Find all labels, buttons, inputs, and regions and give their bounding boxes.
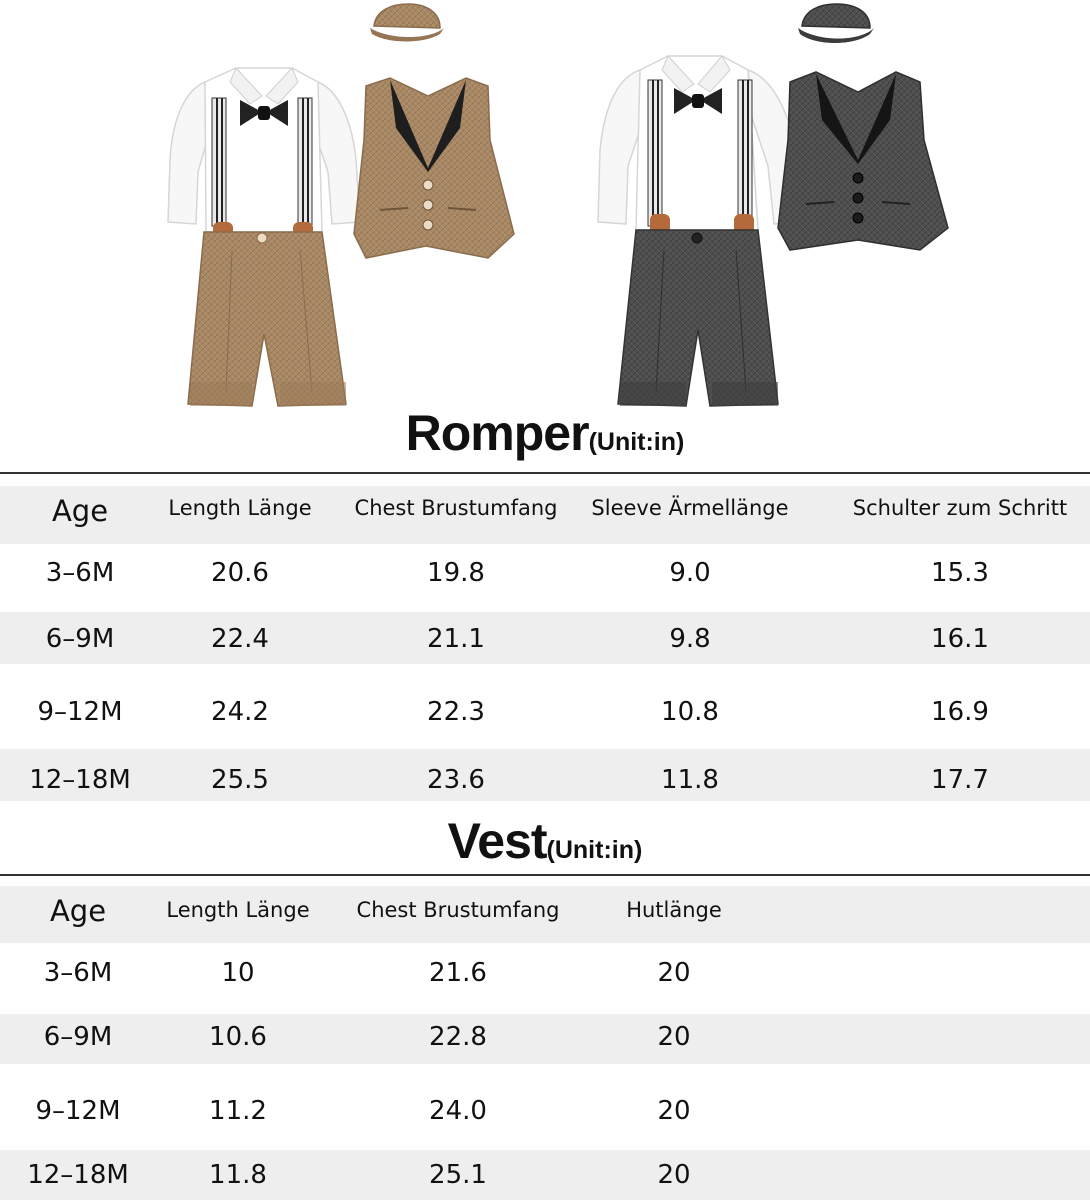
vest-title-text: Vest xyxy=(447,813,547,869)
vest-table-cell: 11.8 xyxy=(209,1160,267,1190)
romper-table-cell: 9.8 xyxy=(669,624,711,654)
product-photo xyxy=(0,0,1090,412)
grey-flat-cap xyxy=(798,4,874,43)
romper-row-band xyxy=(0,749,1090,801)
vest-table-cell: 24.0 xyxy=(429,1096,487,1126)
romper-table-cell: 21.1 xyxy=(427,624,485,654)
romper-row-age: 6–9M xyxy=(45,624,115,654)
romper-table-cell: 16.9 xyxy=(931,697,989,727)
romper-table-cell: 23.6 xyxy=(427,765,485,795)
vest-table-cell: 22.8 xyxy=(429,1022,487,1052)
romper-table-cell: 20.6 xyxy=(211,558,269,588)
vest-column-header: Length Länge xyxy=(166,898,310,922)
romper-row-age: 9–12M xyxy=(37,697,123,727)
romper-column-header: Sleeve Ärmellänge xyxy=(591,496,789,520)
vest-unit: (Unit:in) xyxy=(546,836,643,864)
vest-row-age: 6–9M xyxy=(43,1022,113,1052)
romper-column-header: Chest Brustumfang xyxy=(354,496,558,520)
vest-row-age: 3–6M xyxy=(43,958,113,988)
vest-table-cell: 20 xyxy=(657,958,691,988)
romper-row-band xyxy=(0,612,1090,664)
romper-row-age: 12–18M xyxy=(29,765,131,795)
romper-table-cell: 16.1 xyxy=(931,624,989,654)
vest-divider xyxy=(0,874,1090,876)
romper-table-cell: 17.7 xyxy=(931,765,989,795)
romper-table-cell: 24.2 xyxy=(211,697,269,727)
romper-unit: (Unit:in) xyxy=(588,428,685,456)
tan-romper xyxy=(168,68,360,406)
vest-row-age: 9–12M xyxy=(35,1096,121,1126)
vest-column-header: Age xyxy=(49,894,107,928)
vest-row-age: 12–18M xyxy=(27,1160,129,1190)
romper-title-text: Romper xyxy=(405,405,589,461)
romper-column-header: Schulter zum Schritt xyxy=(852,496,1068,520)
vest-title xyxy=(0,812,1090,870)
vest-column-header: Hutlänge xyxy=(626,898,722,922)
vest-table-cell: 10.6 xyxy=(209,1022,267,1052)
romper-table-cell: 10.8 xyxy=(661,697,719,727)
romper-table-cell: 15.3 xyxy=(931,558,989,588)
tan-flat-cap xyxy=(370,4,444,42)
vest-column-header: Chest Brustumfang xyxy=(356,898,560,922)
romper-column-header: Age xyxy=(51,494,109,528)
vest-table-cell: 20 xyxy=(657,1096,691,1126)
tan-vest xyxy=(354,78,514,258)
vest-table-cell: 20 xyxy=(657,1160,691,1190)
vest-row-band xyxy=(0,1150,1090,1200)
romper-table-cell: 25.5 xyxy=(211,765,269,795)
vest-row-band xyxy=(0,1014,1090,1064)
romper-divider xyxy=(0,472,1090,474)
romper-table-cell: 22.3 xyxy=(427,697,485,727)
romper-column-header: Length Länge xyxy=(168,496,312,520)
romper-title xyxy=(0,404,1090,462)
romper-table-cell: 9.0 xyxy=(669,558,711,588)
vest-table-cell: 11.2 xyxy=(209,1096,267,1126)
vest-table-cell: 25.1 xyxy=(429,1160,487,1190)
vest-table-cell: 21.6 xyxy=(429,958,487,988)
grey-romper xyxy=(598,56,802,406)
romper-table-cell: 19.8 xyxy=(427,558,485,588)
romper-row-age: 3–6M xyxy=(45,558,115,588)
romper-table-cell: 22.4 xyxy=(211,624,269,654)
grey-vest xyxy=(778,72,948,250)
vest-table-cell: 20 xyxy=(657,1022,691,1052)
romper-table-cell: 11.8 xyxy=(661,765,719,795)
vest-table-cell: 10 xyxy=(221,958,255,988)
